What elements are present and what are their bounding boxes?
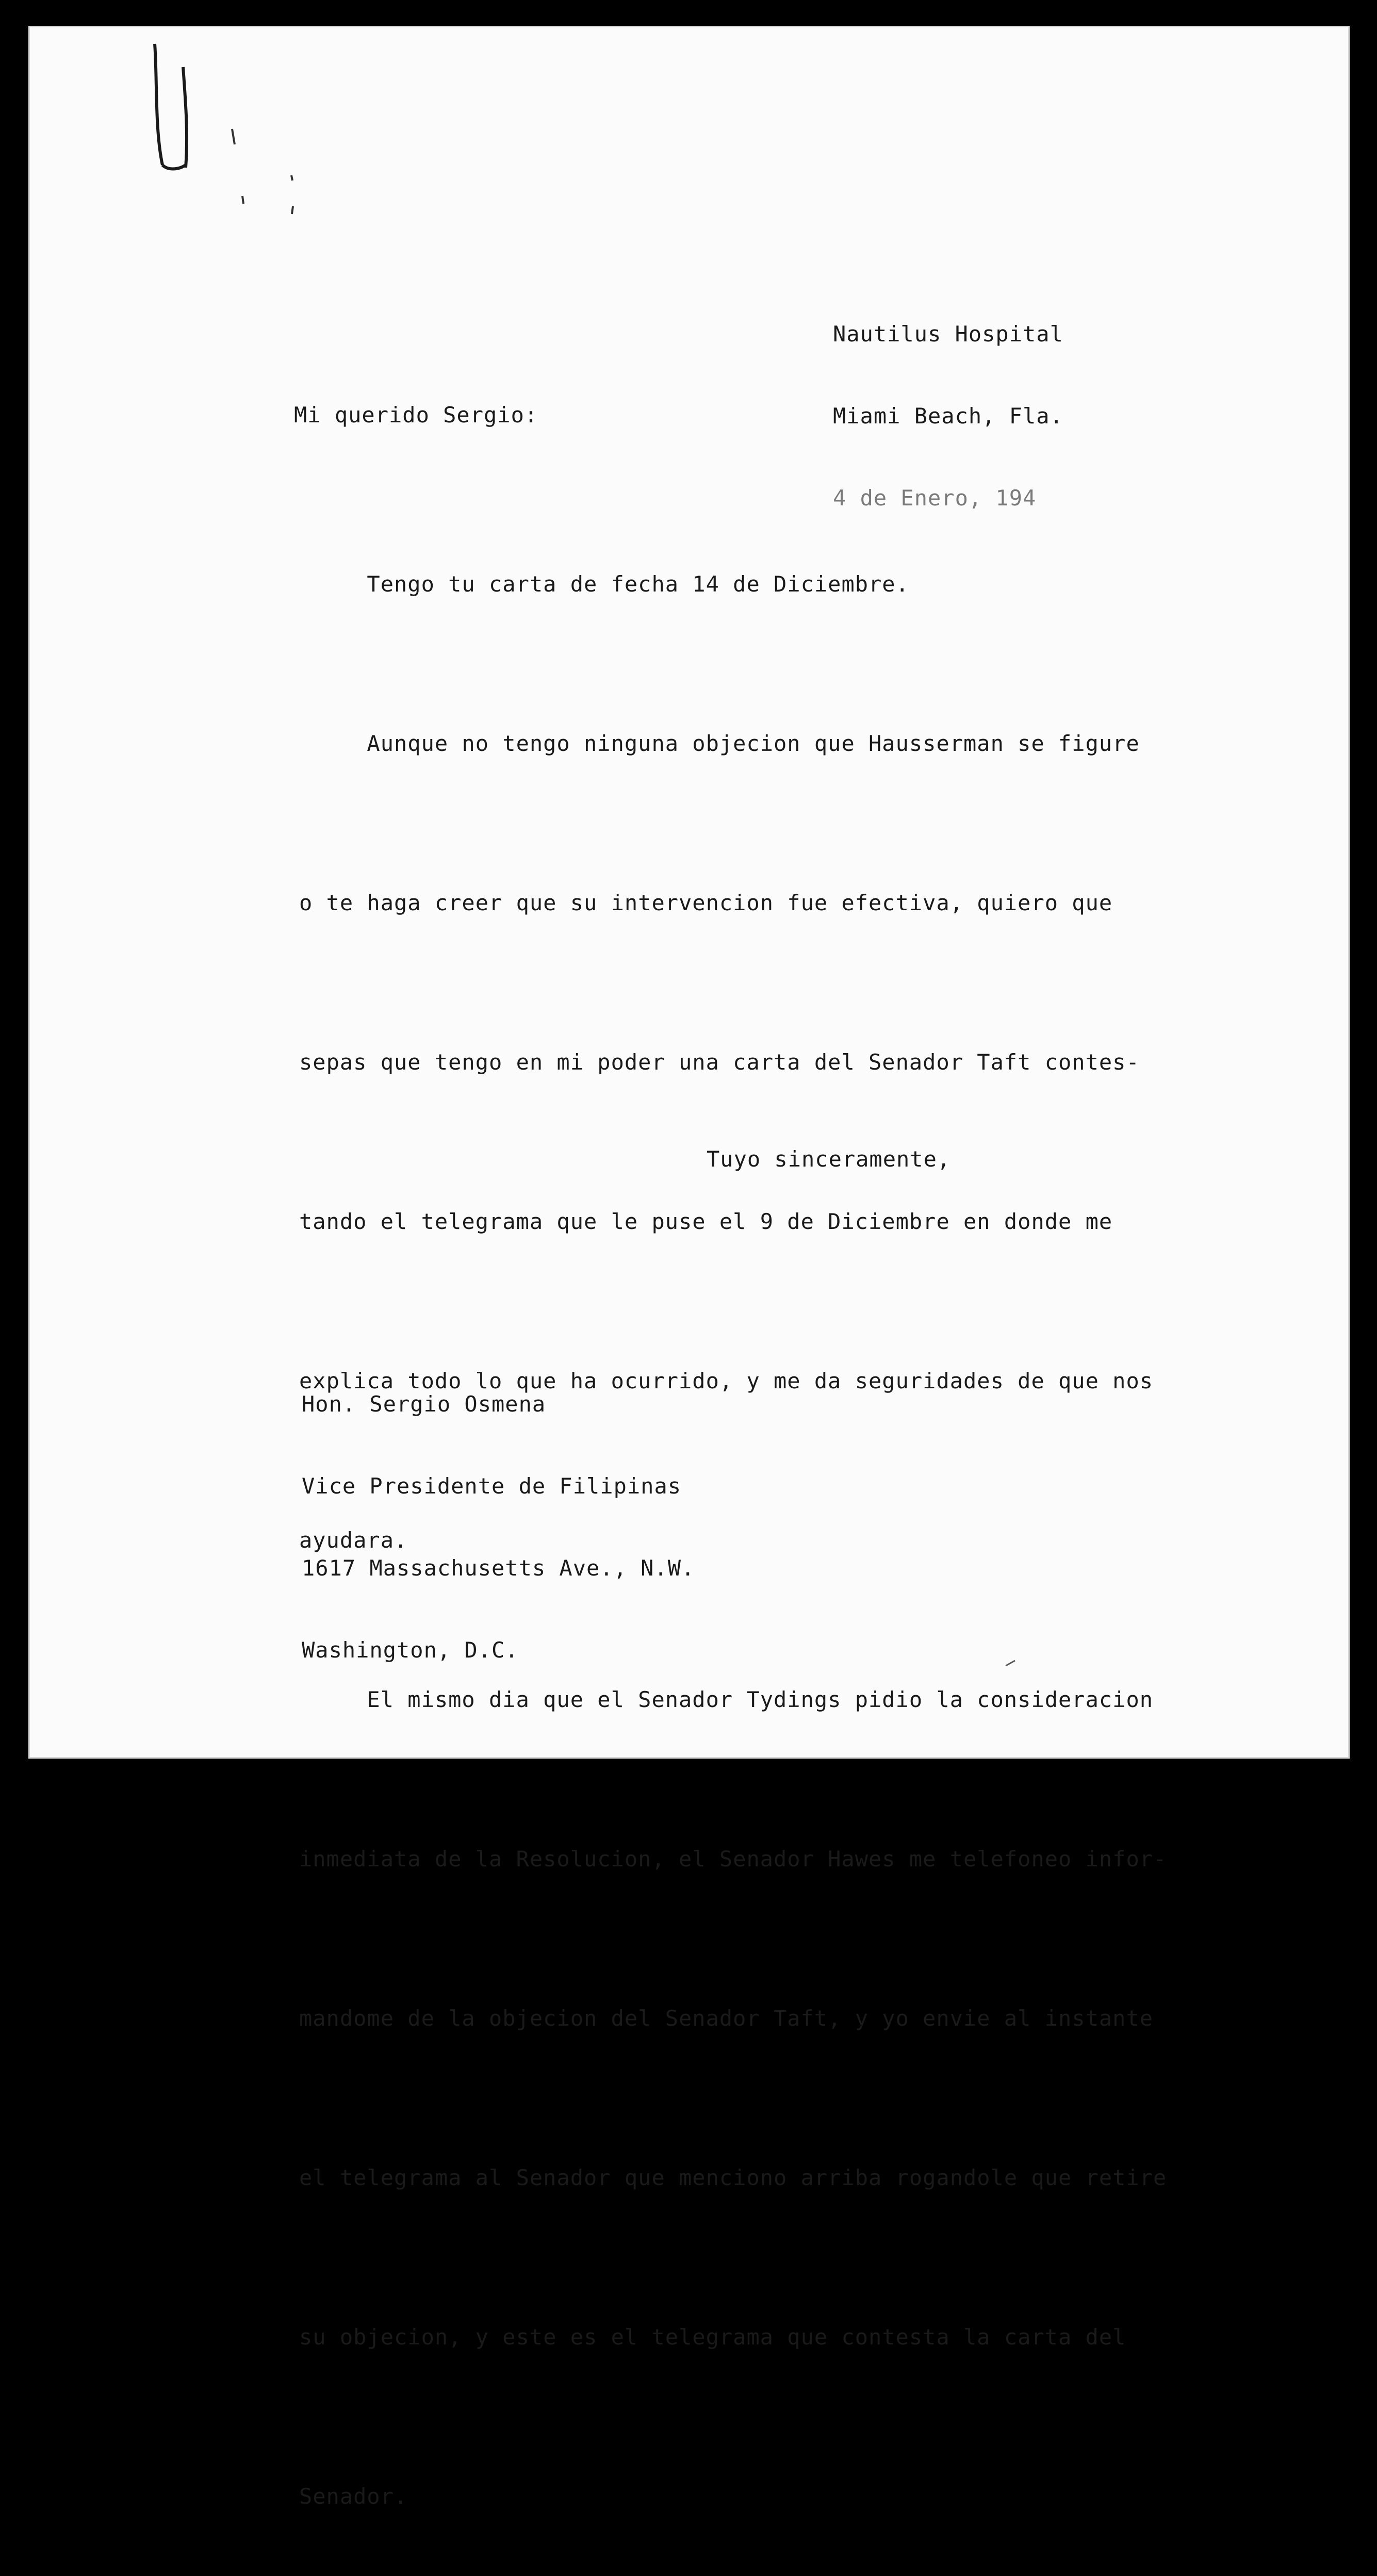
body-line: o te haga creer que su intervencion fue efectiva, quiero que xyxy=(299,890,1113,915)
recipient-address xyxy=(302,1336,695,1691)
body-line: Aunque no tengo ninguna objecion que Hausserman se figure xyxy=(299,731,1140,756)
body-line: tando el telegrama que le puse el 9 de Diciembre en donde me xyxy=(299,1209,1113,1234)
body-line: explica todo lo que ha ocurrido, y me da seguridades de que nos xyxy=(299,1368,1154,1393)
body-line: el telegrama al Senador que menciono arriba rogandole que retire xyxy=(299,2165,1167,2190)
body-line: ayudara. xyxy=(299,1528,408,1553)
body-line: Tengo tu carta de fecha 14 de Diciembre. xyxy=(299,571,909,597)
letterhead-line-1: Nautilus Hospital xyxy=(833,321,1063,347)
address-line-4: Washington, D.C. xyxy=(302,1637,519,1663)
body-line: inmediata de la Resolucion, el Senador Hawes me telefoneo infor- xyxy=(299,1846,1167,1872)
letterhead-date: 4 de Enero, 194 xyxy=(833,485,1037,511)
address-line-1: Hon. Sergio Osmena xyxy=(302,1391,546,1417)
body-line: Senador. xyxy=(299,2484,408,2509)
body-line: sepas que tengo en mi poder una carta del Senador Taft contes- xyxy=(299,1049,1140,1075)
salutation: Mi querido Sergio: xyxy=(294,402,538,428)
address-line-3: 1617 Massachusetts Ave., N.W. xyxy=(302,1555,695,1581)
body-line: su objecion, y este es el telegrama que contesta la carta del xyxy=(299,2324,1126,2350)
address-line-2: Vice Presidente de Filipinas xyxy=(302,1473,682,1499)
letterhead-line-2: Miami Beach, Fla. xyxy=(833,403,1063,429)
closing: Tuyo sinceramente, xyxy=(707,1146,951,1172)
body-line: mandome de la objecion del Senador Taft, y yo envie al instante xyxy=(299,2006,1154,2031)
body-line: El mismo dia que el Senador Tydings pidio la consideracion xyxy=(299,1687,1154,1712)
